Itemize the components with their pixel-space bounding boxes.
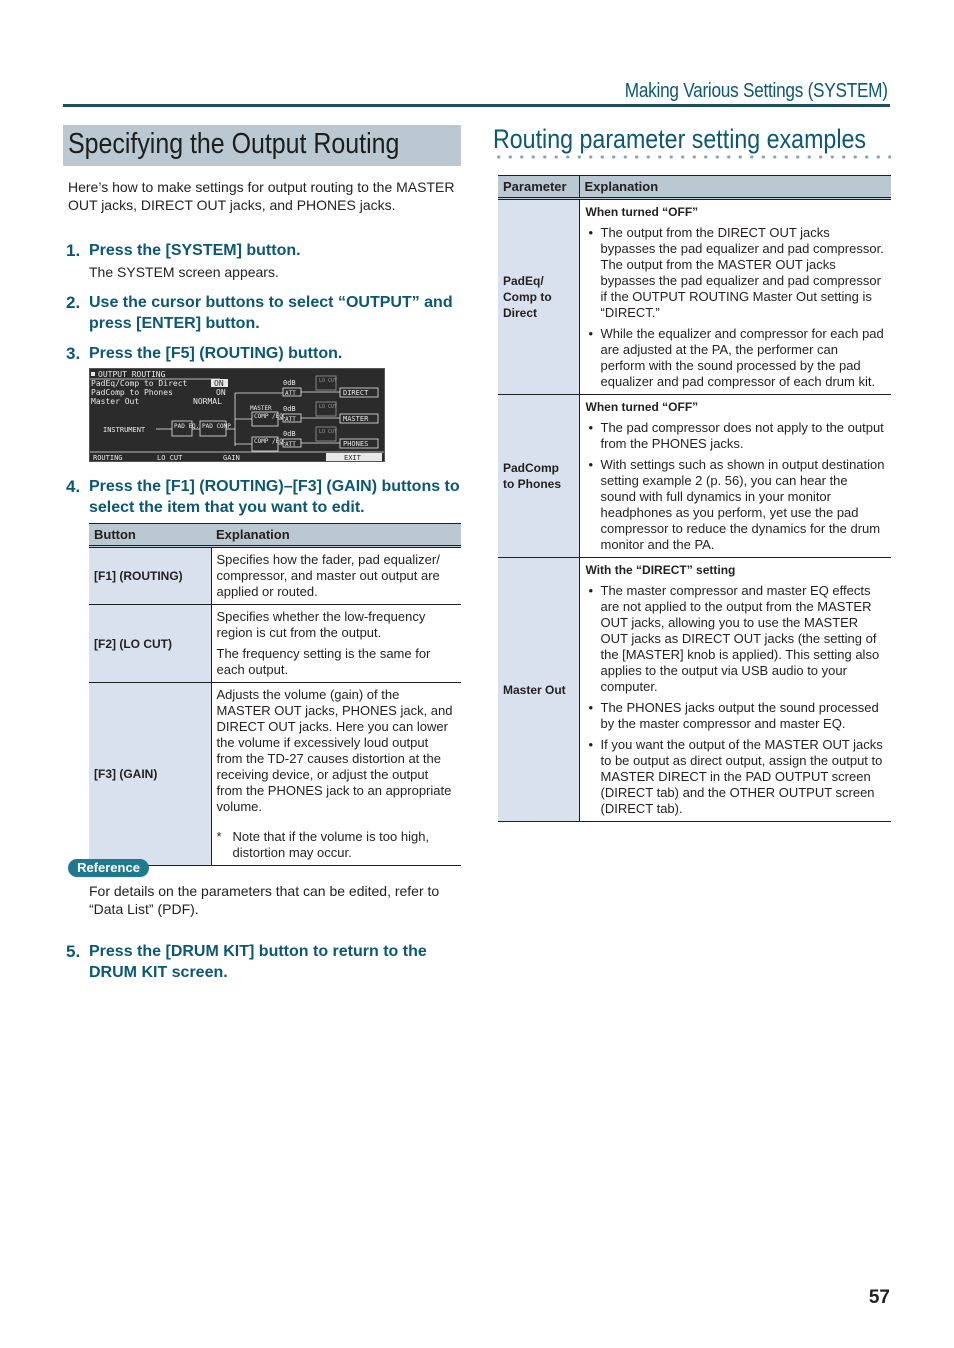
step-number: 3. — [66, 344, 81, 363]
table-row — [498, 395, 891, 558]
explanation-para: Adjusts the volume (gain) of the MASTER OUT jacks, PHONES jack, and DIRECT OUT jacks. Here you can lower the volume if excessively loud output from the TD-27 causes distortion at the receiving device, or adjust the output from the PHONES jack to an appropriate volume. — [216, 687, 453, 814]
parameter-name: PadEq/ Comp to Direct — [498, 199, 579, 395]
step-number: 1. — [66, 241, 81, 260]
lcd-comp-eq: COMP /EQ. — [254, 413, 287, 420]
note-text: Note that if the volume is too high, distortion may occur. — [232, 829, 430, 860]
lcd-lo-cut: LO CUT — [319, 378, 338, 384]
step-text: Press the [F5] (ROUTING) button. — [89, 345, 343, 362]
lcd-screenshot — [89, 368, 385, 462]
lcd-tab: EXIT — [344, 454, 361, 461]
step-text: Use the cursor buttons to select “OUTPUT” and press [ENTER] button. — [89, 294, 453, 332]
lcd-pad-comp: PAD COMP — [202, 423, 231, 430]
examples-table — [498, 175, 891, 822]
lcd-lo-cut: LO CUT — [319, 429, 338, 435]
table-header: Button — [89, 524, 211, 547]
lcd-tab: GAIN — [223, 454, 240, 461]
step-text: Press the [F1] (ROUTING)–[F3] (GAIN) buttons to select the item that you want to edit. — [89, 478, 460, 516]
section-title: Specifying the Output Routing — [68, 128, 400, 160]
lcd-output: DIRECT — [343, 389, 369, 397]
explanation-para: Specifies how the fader, pad equalizer/ compressor, and master out output are applied or routed. — [216, 552, 440, 599]
lcd-output: MASTER — [343, 415, 369, 423]
reference-badge: Reference — [68, 859, 149, 877]
step-number: 5. — [66, 942, 81, 961]
header-rule — [63, 104, 890, 107]
step-1 — [66, 240, 301, 262]
table-header: Explanation — [579, 176, 891, 199]
step-number: 4. — [66, 477, 81, 496]
page-number: 57 — [868, 1287, 890, 1308]
lcd-att: ATT — [285, 390, 296, 397]
step-3 — [66, 343, 343, 365]
button-name: [F3] (GAIN) — [89, 683, 211, 866]
parameter-explanation — [579, 199, 891, 395]
lcd-lo-cut: LO CUT — [319, 404, 338, 410]
condition-label: When turned “OFF” — [585, 205, 699, 219]
button-table — [89, 523, 461, 866]
explanation-para: The frequency setting is the same for each output. — [216, 646, 431, 677]
lcd-row-label: PadEq/Comp to Direct — [91, 379, 188, 388]
table-header: Parameter — [498, 176, 579, 199]
table-row — [89, 683, 461, 866]
lcd-db: 0dB — [283, 379, 296, 387]
dotted-rule — [493, 155, 891, 159]
lcd-title-marker — [91, 372, 95, 376]
table-row — [498, 199, 891, 395]
lcd-att: ATT — [285, 441, 296, 448]
button-explanation — [211, 547, 461, 605]
lcd-tab: LO CUT — [157, 454, 183, 461]
bullet-item: • The master compressor and master EQ effects are not applied to the output from the MASTER OUT jacks, allowing you to use the MASTER OUT jacks as DIRECT OUT jacks (the setting of the [MASTER] knob is applied). This setting also applies to the output via USB audio to your computer. — [586, 583, 886, 695]
button-explanation — [211, 605, 461, 683]
lcd-row-label: PadComp to Phones — [91, 388, 173, 397]
examples-title: Routing parameter setting examples — [493, 124, 867, 154]
bullet-item: • If you want the output of the MASTER OUT jacks to be output as direct output, assign the output to MASTER DIRECT in the PAD OUTPUT screen (DIRECT tab) and the OTHER OUTPUT screen (DIRECT tab). — [586, 737, 886, 817]
bullet-item: • With settings such as shown in output destination setting example 2 (p. 56), you can hear the sound with full dynamics in your monitor headphones as you perform, yet use the pad compressor to reduce the dynamics for the drum monitor and the PA. — [586, 457, 886, 553]
step-2 — [66, 292, 453, 332]
bullet-item: • The pad compressor does not apply to the output from the PHONES jacks. — [586, 420, 886, 452]
parameter-name: PadComp to Phones — [498, 395, 579, 558]
lcd-output: PHONES — [343, 440, 369, 448]
intro-text: Here’s how to make settings for output routing to the MASTER OUT jacks, DIRECT OUT jacks, and PHONES jacks. — [68, 179, 455, 213]
condition-label: When turned “OFF” — [585, 400, 699, 414]
lcd-pad-eq: PAD EQ. — [174, 423, 200, 430]
lcd-row-value: ON — [214, 379, 224, 388]
parameter-explanation — [579, 395, 891, 558]
bullet-item: • The output from the DIRECT OUT jacks bypasses the pad equalizer and pad compressor. The output from the MASTER OUT jacks bypasses the pad equalizer and pad compressor if the OUTPUT ROUTING Master Out setting is “DIRECT.” — [586, 225, 886, 321]
lcd-row-value: ON — [216, 388, 226, 397]
step-5 — [66, 941, 427, 981]
bullet-item: • While the equalizer and compressor for each pad are adjusted at the PA, the performer can perform with the sound processed by the pad equalizer and pad compressor of each drum kit. — [586, 326, 886, 390]
bullet-item: • The PHONES jacks output the sound processed by the master compressor and master EQ. — [586, 700, 886, 732]
step-text: Press the [SYSTEM] button. — [89, 242, 301, 259]
table-row — [498, 558, 891, 822]
table-row — [89, 547, 461, 605]
reference-text: For details on the parameters that can be edited, refer to “Data List” (PDF). — [89, 883, 440, 917]
lcd-db: 0dB — [283, 405, 296, 413]
step-number: 2. — [66, 293, 81, 312]
lcd-db: 0dB — [283, 430, 296, 438]
lcd-att: ATT — [285, 416, 296, 423]
running-header: Making Various Settings (SYSTEM) — [625, 80, 888, 102]
button-name: [F2] (LO CUT) — [89, 605, 211, 683]
button-explanation — [211, 683, 461, 866]
note-mark: * — [216, 829, 222, 844]
button-name: [F1] (ROUTING) — [89, 547, 211, 605]
lcd-instrument: INSTRUMENT — [103, 426, 146, 434]
condition-label: With the “DIRECT” setting — [585, 563, 736, 577]
lcd-row-value: NORMAL — [193, 397, 222, 406]
lcd-row-label: Master Out — [91, 397, 140, 406]
step-text: Press the [DRUM KIT] button to return to the DRUM KIT screen. — [89, 943, 427, 981]
parameter-name: Master Out — [498, 558, 579, 822]
step-4 — [66, 476, 460, 516]
table-header: Explanation — [211, 524, 461, 547]
explanation-para: Specifies whether the low-frequency region is cut from the output. — [216, 609, 426, 640]
lcd-comp-eq: COMP /EQ. — [254, 438, 287, 445]
note — [217, 829, 457, 861]
lcd-tab: ROUTING — [93, 454, 123, 461]
step-1-result: The SYSTEM screen appears. — [89, 264, 279, 280]
lcd-title: OUTPUT ROUTING — [98, 370, 166, 379]
lcd-master-label: MASTER — [250, 405, 272, 412]
table-row — [89, 605, 461, 683]
parameter-explanation — [579, 558, 891, 822]
